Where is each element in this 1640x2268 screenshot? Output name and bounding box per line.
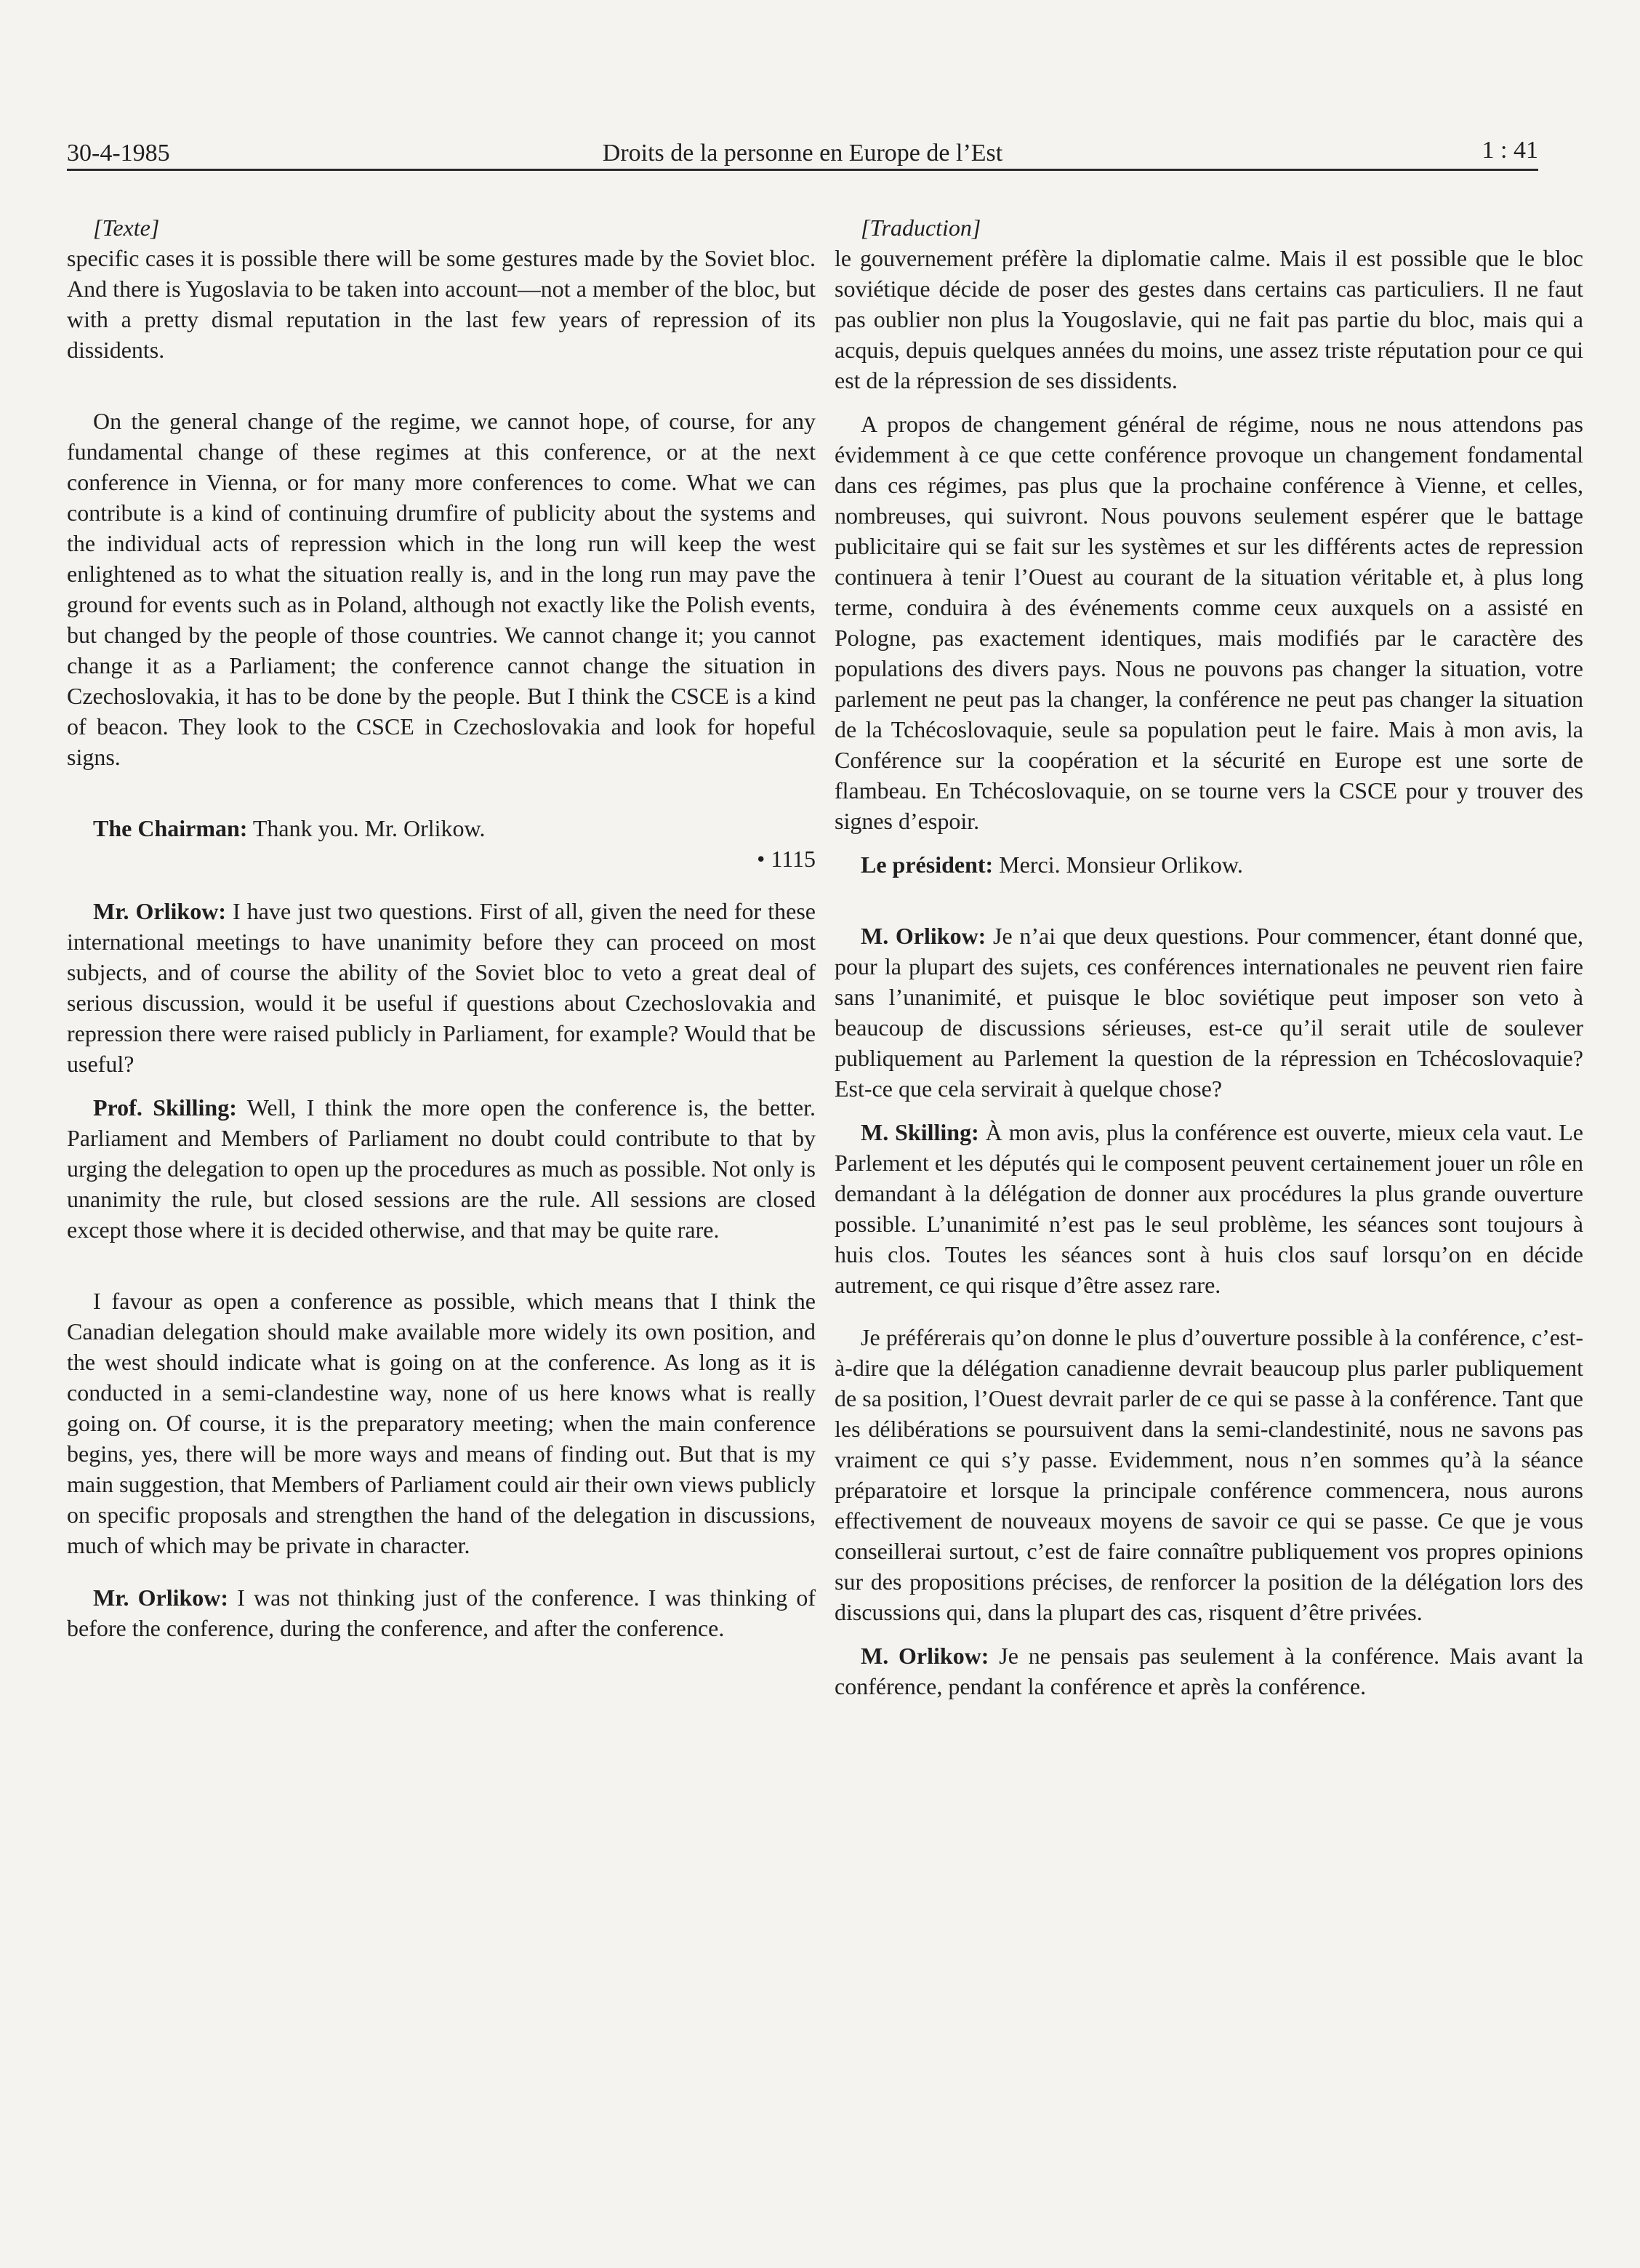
speech-text: Je n’ai que deux questions. Pour commencer, étant donné que, pour la plupart des sujets, ces conférences internationales ne peuvent rien faire sans l’unanimité, et puisque le bloc soviétique peut imposer son veto à beaucoup de discussions sérieuses, est-ce qu’il serait utile de soulever publiquement au Parlement la question de la répression en Tchécoslovaquie? Est-ce que cela servirait à quelque chose? — [835, 923, 1584, 1102]
speech-text: Thank you. Mr. Orlikow. — [247, 815, 486, 841]
speech-orlikow-2 — [835, 1640, 1583, 1702]
speaker-name: Prof. Skilling: — [93, 1094, 237, 1121]
speaker-name: Le président: — [861, 851, 994, 878]
header-page-number: 1 : 41 — [1482, 137, 1538, 164]
speech-skilling — [67, 1092, 816, 1245]
speaker-name: Mr. Orlikow: — [93, 898, 226, 924]
speech-orlikow — [67, 896, 816, 1079]
speaker-name: M. Orlikow: — [861, 1643, 989, 1669]
text-tag: [Texte] — [93, 215, 160, 241]
header-date: 30-4-1985 — [67, 140, 170, 167]
translation-tag: [Traduction] — [861, 215, 981, 241]
speaker-name: Mr. Orlikow: — [93, 1584, 229, 1611]
speech-text: Je ne pensais pas seulement à la conférence. Mais avant la conférence, pendant la conférence et après la conférence. — [835, 1643, 1584, 1699]
speaker-name: M. Orlikow: — [861, 923, 986, 949]
speech-text: I have just two questions. First of all, given the need for these international meetings to have unanimity before they can proceed on most subjects, and of course the ability of the Soviet bloc to veto a great deal of serious discussion, would it be useful if questions about Czechoslovakia and repression there were raised publicly in Parliament, for example? Would that be useful? — [67, 898, 816, 1077]
page-header — [67, 132, 1538, 171]
time-marker: • 1115 — [757, 846, 816, 872]
header-title: Droits de la personne en Europe de l’Est — [602, 140, 1003, 167]
speaker-name: M. Skilling: — [861, 1119, 979, 1145]
paragraph: le gouvernement préfère la diplomatie calme. Mais il est possible que le bloc soviétique décide de poser des gestes dans certains cas particuliers. Il ne faut pas oublier non plus la Yougoslavie, qui ne fait pas partie du bloc, mais qui a acquis, depuis quelques années du moins, une assez triste réputation pour ce qui est de la répression de ses dissidents. — [835, 245, 1583, 393]
speech-text: Well, I think the more open the conference is, the better. Parliament and Members of Parliament no doubt could contribute to that by urging the delegation to open up the procedures as much as possible. Not only is unanimity the rule, but closed sessions are the rule. All sessions are closed except those where it is decided otherwise, and that may be quite rare. — [67, 1094, 816, 1243]
speech-chairman — [67, 813, 816, 844]
speech-skilling — [835, 1117, 1583, 1300]
speech-text: I was not thinking just of the conference. I was thinking of before the conference, during the conference, and after the conference. — [67, 1584, 816, 1641]
speech-orlikow-2 — [67, 1582, 816, 1643]
paragraph: A propos de changement général de régime, nous ne nous attendons pas évidemment à ce que cette conférence provoque un changement fondamental dans ces régimes, pas plus que la prochaine conférence à Vienne, et celles, nombreuses, qui suivront. Nous pouvons seulement espérer que le battage publicitaire qui se fait sur les systèmes et sur les différents actes de repression continuera à tenir l’Ouest au courant de la situation véritable et, à plus long terme, conduira à des événements comme ceux auxquels on a assisté en Pologne, pas exactement identiques, mais modifiés par le caractère des populations des divers pays. Nous ne pouvons pas changer la situation, votre parlement ne peut pas la changer, la conférence ne peut pas changer la situation de la Tchécoslovaquie, seule sa population peut le faire. Mais à mon avis, la Conférence sur la coopération et la sécurité en Europe est une sorte de flambeau. En Tchécoslovaquie, on se tourne vers la CSCE pour y trouver des signes d’espoir. — [835, 411, 1583, 834]
english-column — [67, 212, 816, 1643]
french-column — [835, 212, 1583, 1702]
paragraph: I favour as open a conference as possible, which means that I think the Canadian delegation should make available more widely its own position, and the west should indicate what is going on at the conference. As long as it is conducted in a semi-clandestine way, none of us here knows what is really going on. Of course, it is the preparatory meeting; when the main conference begins, yes, there will be more ways and means of finding out. But that is my main suggestion, that Members of Parliament could air their own views publicly on specific proposals and strengthen the hand of the delegation in discussions, much of which may be private in character. — [67, 1288, 816, 1558]
paragraph: specific cases it is possible there will be some gestures made by the Soviet bloc. And there is Yugoslavia to be taken into account—not a member of the bloc, but with a pretty dismal reputation in the last few years of repression of its dissidents. — [67, 245, 816, 363]
paragraph: On the general change of the regime, we cannot hope, of course, for any fundamental change of these regimes at this conference, or at the next conference in Vienna, or for many more conferences to come. What we can contribute is a kind of continuing drumfire of publicity about the systems and the individual acts of repression which in the long run will keep the west enlightened as to what the situation really is, and in the long run may pave the ground for events such as in Poland, although not exactly like the Polish events, but changed by the people of those countries. We cannot change it; you cannot change it as a Parliament; the conference cannot change the situation in Czechoslovakia, it has to be done by the people. But I think the CSCE is a kind of beacon. They look to the CSCE in Czechoslovakia and look for hopeful signs. — [67, 408, 816, 770]
speech-text: À mon avis, plus la conférence est ouverte, mieux cela vaut. Le Parlement et les députés qui le composent peuvent certainement jouer un rôle en demandant à la délégation de donner aux procédures la plus grande ouverture possible. L’unanimité n’est pas le seul problème, les séances sont toujours à huis clos. Toutes les séances sont à huis clos sauf lorsqu’on en décide autrement, ce qui risque d’être assez rare. — [835, 1119, 1584, 1298]
speaker-name: The Chairman: — [93, 815, 248, 841]
speech-president — [835, 849, 1583, 880]
paragraph: Je préférerais qu’on donne le plus d’ouverture possible à la conférence, c’est-à-dire que la délégation canadienne devrait beaucoup plus parler publiquement de sa position, l’Ouest devrait parler de ce qui se passe à la conférence. Tant que les délibérations se poursuivent dans la semi-clandestinité, nous ne savons pas vraiment ce qui s’y passe. Evidemment, nous n’en sommes qu’à la séance préparatoire et lorsque la principale conférence commencera, nous aurons effectivement de nouveaux moyens de savoir ce qui se passe. Ce que je vous conseillerai surtout, c’est de faire connaître publiquement vos propres opinions sur des propositions précises, de renforcer la position de la délégation lors des discussions qui, dans la plupart des cas, risquent d’être privées. — [835, 1324, 1583, 1625]
speech-text: Merci. Monsieur Orlikow. — [993, 851, 1243, 878]
speech-orlikow — [835, 921, 1583, 1104]
